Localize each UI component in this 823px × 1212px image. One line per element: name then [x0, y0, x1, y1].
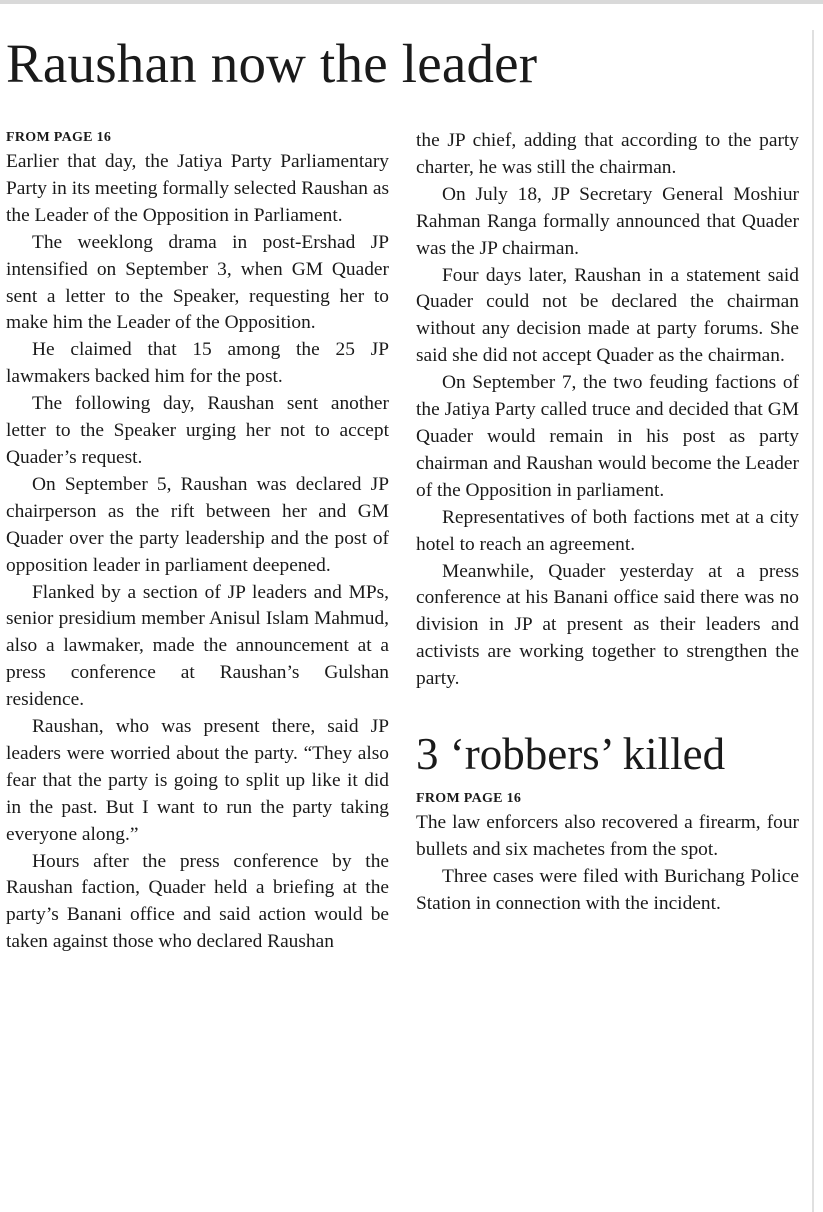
article-paragraph: The weeklong drama in post-Ershad JP intensified on September 3, when GM Quader sent a letter to the Speaker, requesting her to make him the Leader of the Opposition. [6, 231, 389, 334]
article-paragraph: the JP chief, adding that according to the party charter, he was still the chairman. [416, 130, 799, 178]
jump-label-page-16-second: FROM PAGE 16 [416, 791, 522, 807]
article-paragraph: On July 18, JP Secretary General Moshiur Rahman Ranga formally announced that Quader was the JP chairman. [416, 183, 799, 259]
column-divider-rule [812, 30, 814, 1212]
right-column [416, 128, 799, 918]
article-paragraph: Four days later, Raushan in a statement said Quader could not be declared the chairman without any decision made at party forums. She said she did not accept Quader as the chairman. [416, 264, 799, 367]
article-paragraph: Flanked by a section of JP leaders and MPs, senior presidium member Anisul Islam Mahmud, also a lawmaker, made the announcement at a press conference at Raushan’s Gulshan residence. [6, 581, 389, 711]
article-paragraph: Representatives of both factions met at a city hotel to reach an agreement. [416, 506, 799, 555]
article-paragraph: On September 7, the two feuding factions of the Jatiya Party called truce and decided that GM Quader would remain in his post as party chairman and Raushan would become the Leader of the Opposition in parliament. [416, 372, 799, 501]
article-paragraph: Earlier that day, the Jatiya Party Parliamentary Party in its meeting formally selected Raushan as the Leader of the Opposition in Parliament. [6, 151, 389, 226]
left-column [6, 128, 389, 956]
article-paragraph: Raushan, who was present there, said JP leaders were worried about the party. “They also fear that the party is going to split up like it did in the past. But I want to run the party taking everyone along.” [6, 716, 389, 845]
article-paragraph: Hours after the press conference by the Raushan faction, Quader held a briefing at the party’s Banani office and said action would be taken against those who declared Raushan [6, 850, 389, 953]
article-paragraph: The law enforcers also recovered a firearm, four bullets and six machetes from the spot. [416, 812, 799, 860]
article-paragraph: The following day, Raushan sent another letter to the Speaker urging her not to accept Quader’s request. [6, 393, 389, 468]
article-paragraph: On September 5, Raushan was declared JP chairperson as the rift between her and GM Quader over the party leadership and the post of opposition leader in parliament deepened. [6, 473, 389, 576]
article-paragraph: He claimed that 15 among the 25 JP lawmakers backed him for the post. [6, 339, 389, 388]
jump-label-page-16: FROM PAGE 16 [6, 130, 112, 145]
headline-robbers-killed: 3 ‘robbers’ killed [416, 729, 726, 780]
article-paragraph: Three cases were filed with Burichang Police Station in connection with the incident. [416, 865, 799, 914]
article-paragraph: Meanwhile, Quader yesterday at a press conference at his Banani office said there was no division in JP at present as their leaders and activists are working together to strengthen the party. [416, 560, 799, 690]
headline-raushan: Raushan now the leader [6, 33, 538, 94]
top-border-rule [0, 0, 823, 4]
